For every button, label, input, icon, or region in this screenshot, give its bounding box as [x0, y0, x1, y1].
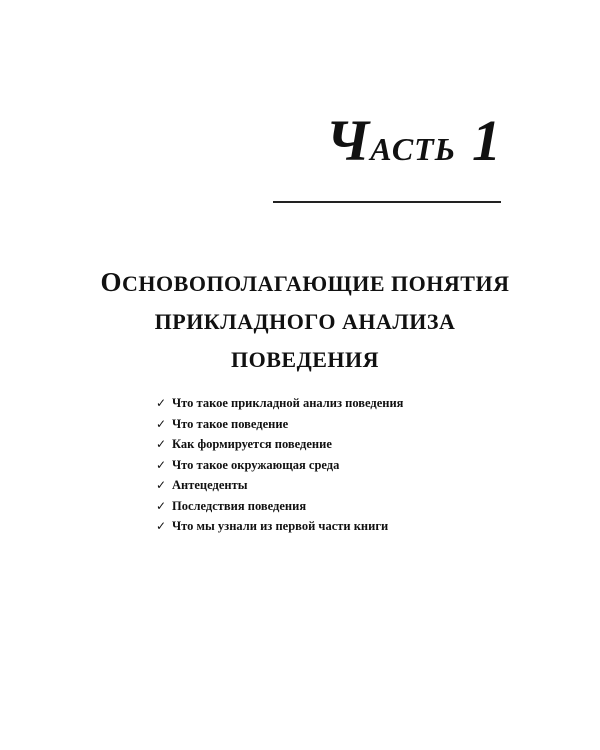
- checkmark-icon: ✓: [156, 457, 167, 472]
- section-title-line-2: ПРИКЛАДНОГО АНАЛИЗА: [154, 309, 456, 334]
- section-title-first-rest: СНОВОПОЛАГАЮЩИЕ ПОНЯТИЯ: [122, 271, 510, 296]
- section-title-line-1: [70, 263, 540, 303]
- list-item-text: Что мы узнали из первой части книги: [172, 519, 389, 533]
- checkmark-icon: ✓: [156, 478, 167, 492]
- part-heading: [325, 108, 502, 173]
- list-item-text: Что такое поведение: [172, 416, 289, 431]
- list-item: [156, 516, 403, 537]
- section-title-line-3: ПОВЕДЕНИЯ: [231, 347, 379, 372]
- section-title-initial: О: [100, 267, 123, 297]
- part-number: 1: [472, 108, 502, 173]
- checkmark-icon: ✓: [156, 416, 167, 431]
- checkmark-icon: ✓: [156, 519, 167, 533]
- list-item: [156, 434, 403, 455]
- list-item: [156, 475, 403, 496]
- part-heading-word: асть: [370, 120, 456, 170]
- list-item-text: Антецеденты: [172, 478, 248, 492]
- list-item: [156, 414, 403, 435]
- list-item: [156, 455, 403, 476]
- list-item-text: Что такое прикладной анализ поведения: [172, 396, 404, 410]
- part-heading-initial: Ч: [325, 108, 371, 173]
- list-item: [156, 496, 403, 517]
- checkmark-icon: ✓: [156, 498, 167, 513]
- list-item-text: Что такое окружающая среда: [172, 457, 340, 472]
- heading-underline: [273, 201, 501, 203]
- topic-list: [156, 393, 403, 537]
- section-title: [70, 263, 540, 379]
- list-item: [156, 393, 403, 414]
- checkmark-icon: ✓: [156, 437, 167, 451]
- list-item-text: Как формируется поведение: [172, 437, 332, 451]
- checkmark-icon: ✓: [156, 396, 167, 410]
- list-item-text: Последствия поведения: [172, 498, 307, 513]
